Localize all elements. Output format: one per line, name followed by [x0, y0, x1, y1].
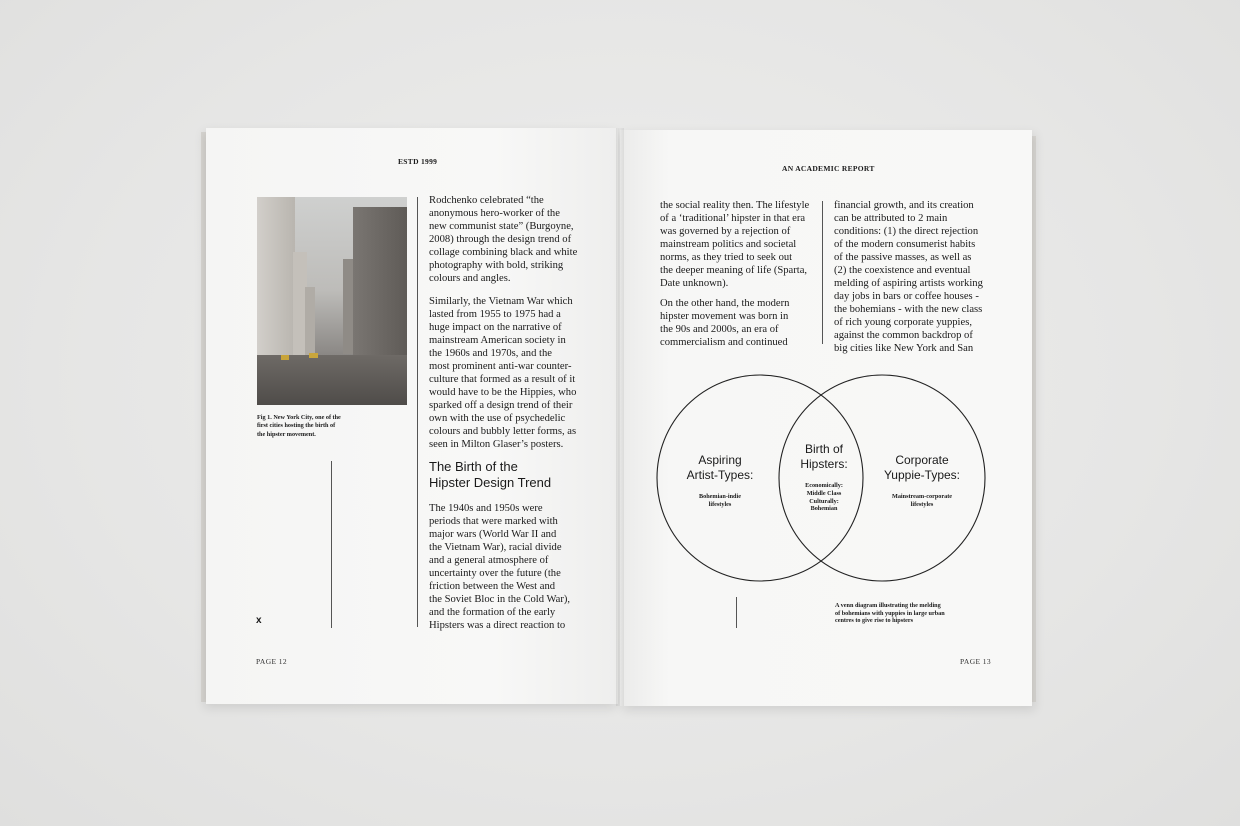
right-col2-paragraph: financial growth, and its creation can be attributed to 2 main conditions: (1) the direct rejection of the modern consumerist habits of the passive masses, as well as (2) the coexistence and eventual melding of aspiring artists working day jobs in bars or coffee houses - the bohemians - with the new class of rich young corporate yuppies, against the common backdrop of big cities like New York and San — [834, 200, 983, 354]
right-page-number: PAGE 13 — [960, 657, 992, 666]
divider-line — [417, 197, 418, 627]
venn-left-subtitle: Bohemian-indie lifestyles — [699, 493, 741, 508]
left-paragraph-3: The 1940s and 1950s were periods that were marked with major wars (World War II and the Vietnam War), racial divide and a general atmosphere of uncertainty over the future (the friction between the West and the Soviet Bloc in the Cold War), and the formation of the early Hipsters was a direct reaction to — [429, 503, 571, 631]
section-heading: The Birth of the Hipster Design Trend — [429, 459, 552, 490]
right-col1-paragraph-1: the social reality then. The lifestyle of a ‘traditional’ hipster in that era was governed by a rejection of mainstream politics and societal norms, as they tried to seek out the deeper meaning of life (Sparta, Date unknown). — [660, 200, 810, 289]
venn-center-subtitle: Economically: Middle Class Culturally: Bohemian — [805, 482, 843, 513]
venn-right-subtitle: Mainstream-corporate lifestyles — [891, 493, 953, 508]
spine-gutter — [616, 128, 624, 706]
left-header: ESTD 1999 — [398, 157, 438, 166]
new-york-street-photo — [257, 197, 407, 405]
left-paragraph-2: Similarly, the Vietnam War which lasted from 1955 to 1975 had a huge impact on the narrative of mainstream American society in the 1960s and 1970s, and the most prominent anti-war counter- culture that formed as a result of it would have to be the Hippies, who sparked off a design trend of their own with the use of psychedelic colours and bubbly letter forms, as seen in Milton Glaser’s posters. — [429, 296, 577, 450]
right-col1-paragraph-2: On the other hand, the modern hipster movement was born in the 90s and 2000s, an era of commercialism and continued — [660, 298, 790, 348]
venn-right-title: Corporate Yuppie-Types: — [883, 453, 961, 482]
divider-line — [736, 597, 737, 628]
venn-caption: A venn diagram illustrating the melding of bohemians with yuppies in large urban centres to give rise to hipsters — [835, 602, 945, 625]
venn-left-title: Aspiring Artist-Types: — [686, 453, 754, 482]
figure-caption: Fig 1. New York City, one of the first cities hosting the birth of the hipster movement. — [257, 414, 341, 438]
left-paragraph-1: Rodchenko celebrated “the anonymous hero-worker of the new communist state” (Burgoyne, 2008) through the design trend of collage combining black and white photography with bold, striking colours and angles. — [429, 195, 578, 284]
right-header: AN ACADEMIC REPORT — [782, 164, 875, 173]
venn-center-title: Birth of Hipsters: — [800, 442, 848, 471]
divider-line — [822, 201, 823, 344]
x-marker: x — [256, 615, 262, 626]
divider-line — [331, 461, 332, 628]
left-page-number: PAGE 12 — [256, 657, 288, 666]
